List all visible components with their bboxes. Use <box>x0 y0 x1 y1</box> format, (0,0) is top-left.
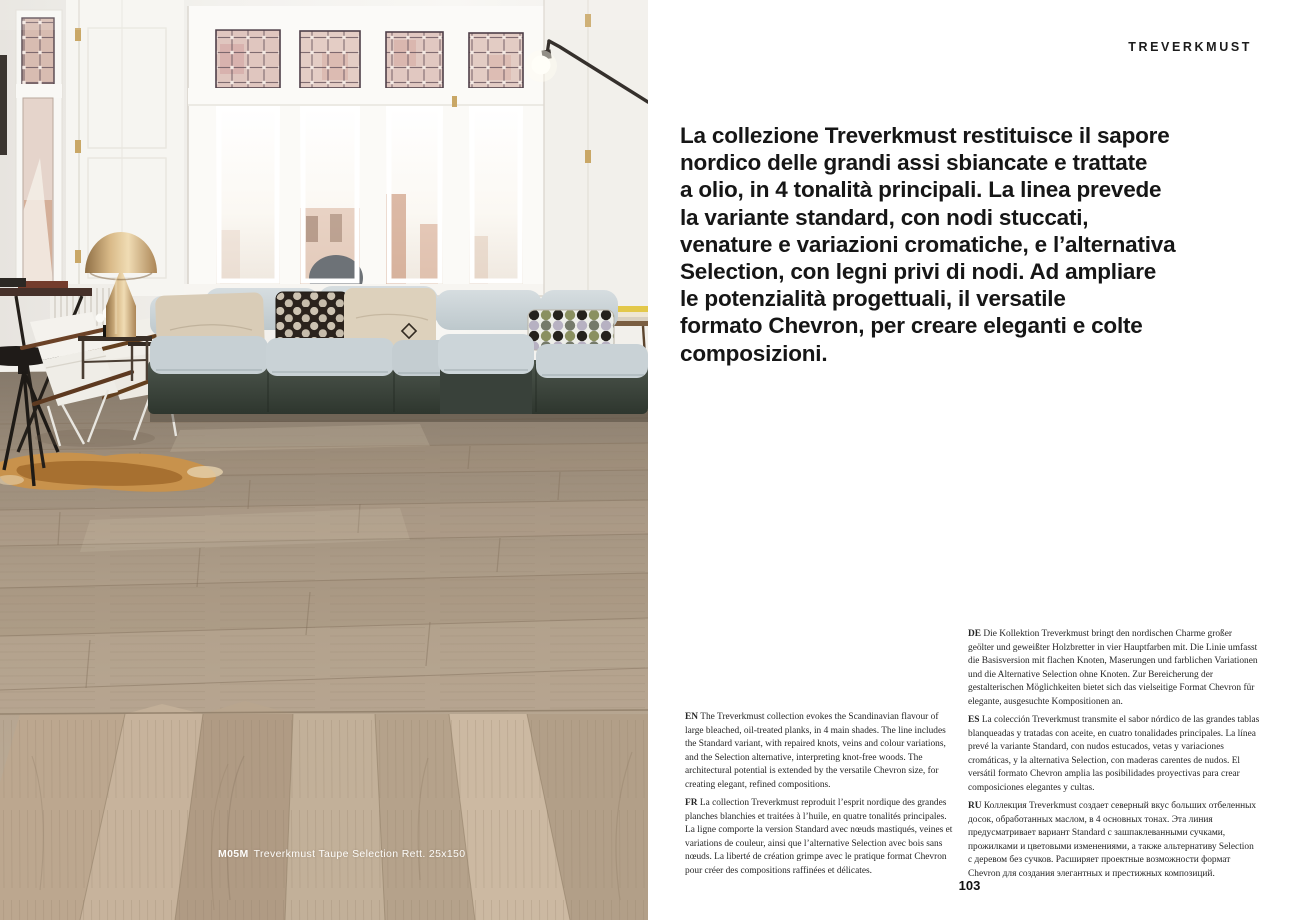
left-window <box>14 10 64 294</box>
lang-label-ru: RU <box>968 801 982 811</box>
translations-column-left <box>685 711 958 883</box>
paragraph-de: DE Die Kollektion Treverkmust bringt den nordischen Charme großer geölter und geweißter Holzbretter in vier Hauptfarben mit. Die Linie umfasst die Basisversion mit flachen Knoten, Maserungen und farblichen Variationen und die Alternative Selection ohne Knoten. Zur Bereicherung der gestalterischen Möglichkeiten bietet sich das vielseitige Format Chevron für elegante, ausgesuchte Kompositionen an. <box>968 629 1258 707</box>
paragraph-en: EN The Treverkmust collection evokes the Scandinavian flavour of large bleached, oil-treated planks, in 4 main shades. The line includes the Standard variant, with repaired knots, veins and colour variations, and the Selection alternative, interpreting knot-free woods. The architectural potential is extended by the versatile Chevron size, for creating elegant, refined compositions. <box>685 712 946 790</box>
lang-label-en: EN <box>685 712 699 722</box>
picture-frame-edge <box>0 55 7 155</box>
headline-line: La collezione Treverkmust restituisce il sapore <box>680 123 1170 148</box>
paragraph-ru: RU Коллекция Treverkmust создает северный вкус больших отбеленных досок, обработанных маслом, в 4 основных тонах. Эта линия предусматривает вариант Standard с зашпаклеванными сучками, прожилками и цветовыми изменениями, а также альтернативу Selection с деревом без сучков. Расширяет проектные возможности формат Chevron для создания элегантных и престижных композиций. <box>968 801 1257 879</box>
headline-line: nordico delle grandi assi sbiancate e trattate <box>680 150 1148 176</box>
ottoman <box>438 334 534 414</box>
headline-line: composizioni. <box>680 340 828 366</box>
foreground-planks <box>0 701 648 920</box>
photo-caption <box>218 848 465 860</box>
wood-floor <box>0 366 648 920</box>
headline-line: Selection, con legni privi di nodi. Ad ampliare <box>680 259 1157 285</box>
hinge-icon <box>75 140 81 153</box>
page-number: 103 <box>958 878 981 893</box>
lang-label-es: ES <box>968 715 980 725</box>
headline-line: le potenzialità progettuali, il versatile <box>680 286 1066 312</box>
lang-label-de: DE <box>968 629 982 639</box>
collection-name: TREVERKMUST <box>1128 40 1252 54</box>
headline-line: venature e variazioni cromatiche, e l’alternativa <box>680 231 1176 257</box>
translations-column-right <box>968 628 1260 886</box>
headline-line: a olio, in 4 tonalità principali. La linea prevede <box>680 177 1162 203</box>
window-handle <box>452 96 457 107</box>
headline-line: formato Chevron, per creare eleganti e colte <box>680 313 1143 339</box>
paragraph-fr: FR La collection Treverkmust reproduit l’esprit nordique des grandes planches blanchies et traitées à l’huile, en quatre tonalités principales. La ligne comporte la version Standard avec nœuds mastiqués, veines et variations de couleur, ainsi que l’alternative Selection avec bois sans nœuds. La liberté de création grimpe avec le pratique format Chevron pour créer des compositions raffinées et délicates. <box>685 798 953 876</box>
product-code: M05M <box>218 848 249 860</box>
hinge-icon <box>585 150 591 163</box>
caption-text: Treverkmust Taupe Selection Rett. 25x150 <box>253 848 466 860</box>
lang-label-fr: FR <box>685 798 698 808</box>
headline-italian <box>680 122 1180 367</box>
hinge-icon <box>75 250 81 263</box>
main-window <box>184 6 548 301</box>
headline-line: la variante standard, con nodi stuccati, <box>680 204 1089 230</box>
sofa <box>148 286 648 422</box>
paragraph-es: ES La colección Treverkmust transmite el sabor nórdico de las grandes tablas blanqueadas y tratadas con aceite, en cuatro tonalidades principales. La línea prevé la variante Standard, con nudos estucados, vetas y variaciones cromáticas, y la alternativa Selection, con maderas carentes de nudos. El versátil formato Chevron amplia las posibilidades proyectivas para crear composiciones elegantes y cultas. <box>968 715 1260 793</box>
text-page <box>648 0 1291 920</box>
